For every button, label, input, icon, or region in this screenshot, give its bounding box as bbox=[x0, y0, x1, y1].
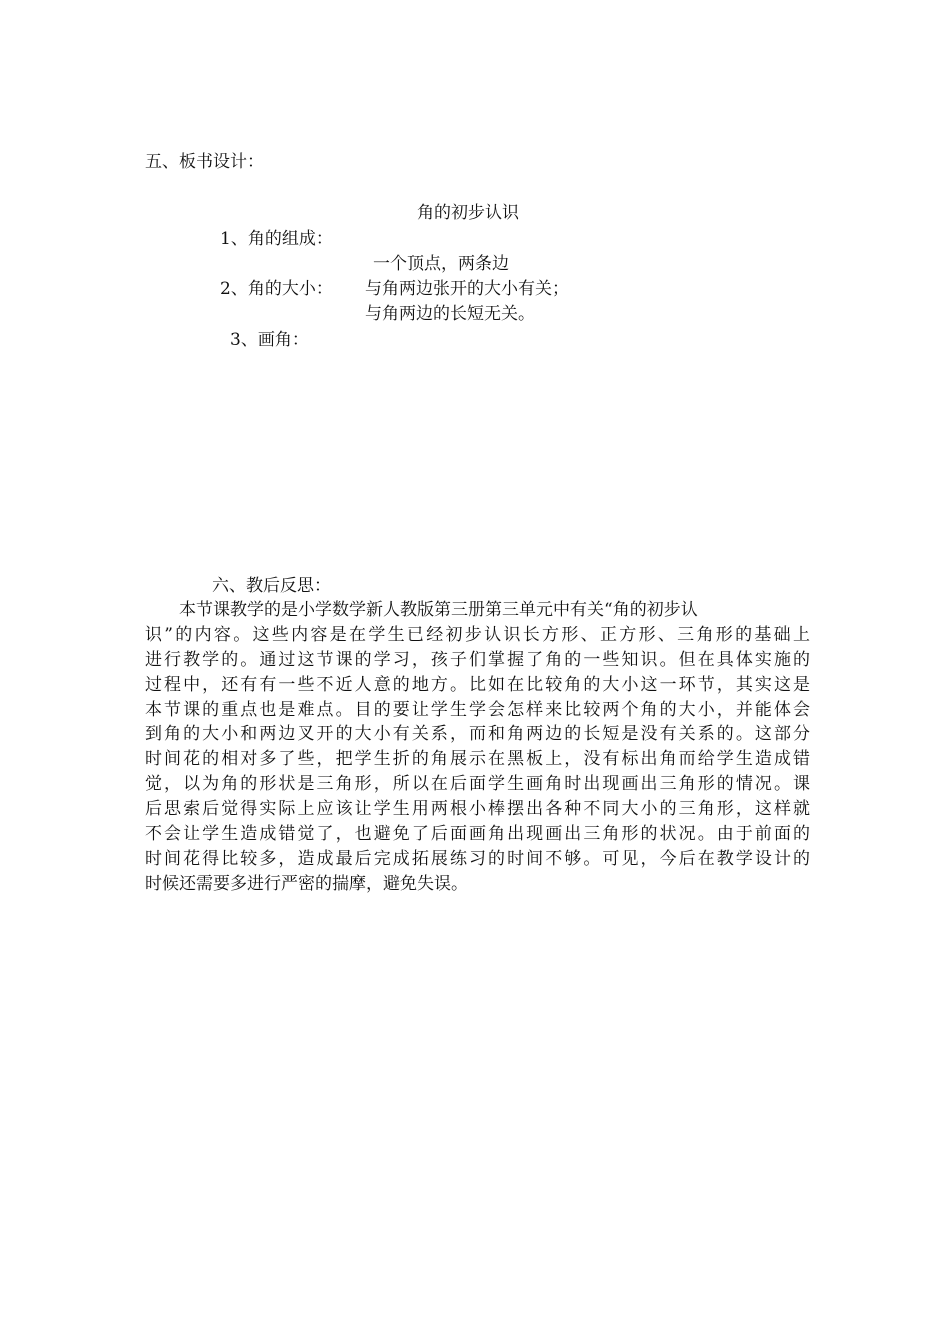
paragraph-line: 时间花的相对多了些，把学生折的角展示在黑板上，没有标出角而给学生造成错 bbox=[145, 749, 810, 770]
item-3-label: 3、画角： bbox=[230, 330, 309, 350]
item-2-content-line-1: 与角两边张开的大小有关； bbox=[365, 279, 569, 299]
section-5-heading: 五、板书设计： bbox=[145, 152, 264, 172]
board-title: 角的初步认识 bbox=[417, 203, 519, 223]
paragraph-line: 到角的大小和两边叉开的大小有关系，而和角两边的长短是没有关系的。这部分 bbox=[145, 724, 810, 745]
paragraph-line: 识”的内容。这些内容是在学生已经初步认识长方形、正方形、三角形的基础上 bbox=[145, 624, 810, 645]
paragraph-line: 过程中，还有有一些不近人意的地方。比如在比较角的大小这一环节，其实这是 bbox=[145, 674, 810, 695]
paragraph-line: 后思索后觉得实际上应该让学生用两根小棒摆出各种不同大小的三角形，这样就 bbox=[145, 799, 810, 820]
paragraph-line: 本节课的重点也是难点。目的要让学生学会怎样来比较两个角的大小，并能体会 bbox=[145, 699, 810, 720]
paragraph-line: 时间花得比较多，造成最后完成拓展练习的时间不够。可见，今后在教学设计的 bbox=[145, 848, 810, 869]
reflection-paragraph bbox=[145, 598, 810, 897]
paragraph-line: 不会让学生造成错觉了，也避免了后面画角出现画出三角形的状况。由于前面的 bbox=[145, 824, 810, 845]
item-1-label: 1、角的组成： bbox=[220, 229, 333, 249]
paragraph-line: 觉，以为角的形状是三角形，所以在后面学生画角时出现画出三角形的情况。课 bbox=[145, 774, 810, 795]
paragraph-line: 进行教学的。通过这节课的学习，孩子们掌握了角的一些知识。但在具体实施的 bbox=[145, 649, 810, 670]
section-6-heading: 六、教后反思： bbox=[212, 576, 331, 596]
paragraph-line: 时候还需要多进行严密的揣摩，避免失误。 bbox=[145, 873, 468, 894]
item-2-label: 2、角的大小： bbox=[220, 279, 333, 299]
paragraph-line: 本节课教学的是小学数学新人教版第三册第三单元中有关“角的初步认 bbox=[179, 600, 698, 620]
item-1-content: 一个顶点，两条边 bbox=[373, 254, 509, 274]
item-2-content-line-2: 与角两边的长短无关。 bbox=[365, 304, 535, 324]
